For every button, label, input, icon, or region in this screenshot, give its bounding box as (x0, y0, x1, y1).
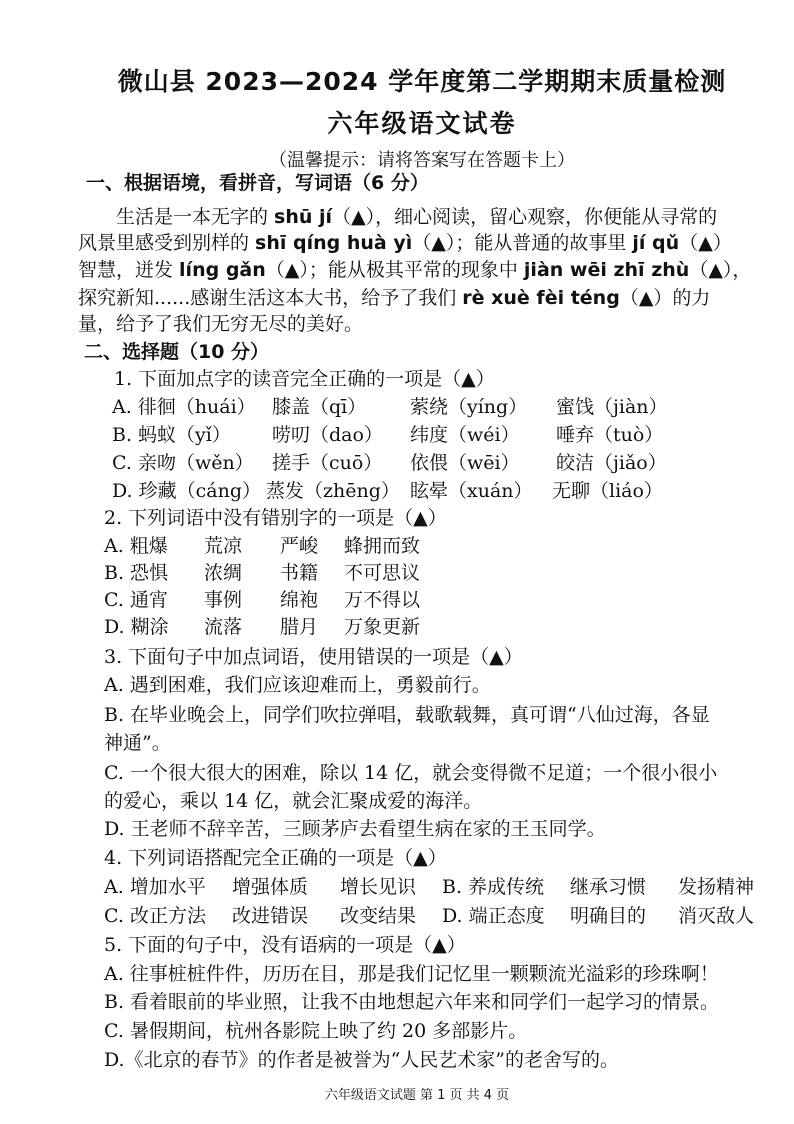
pinyin: jí qǔ (632, 232, 680, 254)
q2-d-4: 万象更新 (344, 616, 421, 638)
s1-line-4 (78, 285, 710, 311)
q2-a-1: A. 粗爆 (104, 535, 168, 557)
q2-d-2: 流落 (204, 616, 243, 638)
q4-d-1: D. 端正态度 (442, 905, 545, 927)
q4-d-2: 明确目的 (570, 905, 647, 927)
q3-stem: 3. 下面句子中加点词语，使用错误的一项是（▲） (104, 646, 523, 668)
q2-b-1: B. 恐惧 (104, 562, 169, 584)
s1-text: 生活是一本无字的 (78, 206, 275, 228)
s1-text: （▲）；能从普通的故事里 (412, 232, 633, 254)
q1-a-1: A. 徘徊（huái） (112, 396, 256, 418)
q4-b-1: B. 养成传统 (442, 876, 545, 898)
q3-c-cont: 的爱心，乘以 14 亿，就会汇聚成爱的海洋。 (104, 790, 483, 812)
q5-c: C. 暑假期间，杭州各影院上映了约 20 多部影片。 (104, 1020, 528, 1042)
pinyin: shū jí (274, 206, 333, 228)
pinyin: jiàn wēi zhī zhù (523, 259, 690, 281)
q2-b-3: 书籍 (280, 562, 319, 584)
q4-c-3: 改变结果 (340, 905, 417, 927)
q2-d-3: 腊月 (280, 616, 319, 638)
q5-a: A. 往事桩桩件件，历历在目，那是我们记忆里一颗颗流光溢彩的珍珠啊！ (104, 963, 719, 985)
s1-text: 风景里感受到别样的 (78, 232, 256, 254)
q2-stem: 2. 下列词语中没有错别字的一项是（▲） (104, 507, 447, 529)
q1-a-2: 膝盖（qī） (272, 396, 367, 418)
q1-b-4: 唾弃（tuò） (556, 424, 664, 446)
q1-stem: 1. 下面加点字的读音完全正确的一项是（▲） (114, 368, 495, 390)
s1-text: （▲） (679, 232, 732, 254)
q1-d-2: 蒸发（zhēng） (266, 480, 400, 502)
q4-a-3: 增长见识 (340, 876, 417, 898)
q2-b-4: 不可思议 (344, 562, 421, 584)
s1-line-3 (78, 257, 751, 283)
q2-b-2: 浓绸 (204, 562, 243, 584)
q4-c-2: 改进错误 (232, 905, 309, 927)
q4-b-3: 发扬精神 (678, 876, 755, 898)
exam-title: 微山县 2023—2024 学年度第二学期期末质量检测 (117, 67, 727, 96)
q1-a-4: 蜜饯（jiàn） (556, 396, 668, 418)
q2-d-1: D. 糊涂 (104, 616, 169, 638)
q1-c-1: C. 亲吻（wěn） (112, 452, 254, 474)
q4-a-1: A. 增加水平 (104, 876, 206, 898)
q2-c-4: 万不得以 (344, 589, 421, 611)
q1-d-4: 无聊（liáo） (552, 480, 663, 502)
q3-b: B. 在毕业晚会上，同学们吹拉弹唱，载歌载舞，真可谓“八仙过海，各显 (104, 704, 710, 726)
section2-heading: 二、选择题（10 分） (84, 341, 270, 363)
q5-d: D.《北京的春节》的作者是被誉为“人民艺术家”的老舍写的。 (104, 1049, 620, 1071)
s1-line-5: 量，给予了我们无穷无尽的美好。 (78, 313, 364, 335)
q2-c-2: 事例 (204, 589, 243, 611)
exam-subtitle: 六年级语文试卷 (327, 109, 517, 138)
q3-d: D. 王老师不辞辛苦，三顾茅庐去看望生病在家的王玉同学。 (104, 818, 606, 840)
q2-a-3: 严峻 (280, 535, 319, 557)
q1-c-4: 皎洁（jiǎo） (556, 452, 667, 474)
q1-d-3: 眩晕（xuán） (410, 480, 533, 502)
q2-c-3: 绵袍 (280, 589, 319, 611)
q4-b-2: 继承习惯 (570, 876, 647, 898)
s1-text: 探究新知......感谢生活这本大书，给予了我们 (78, 287, 463, 309)
q2-c-1: C. 通宵 (104, 589, 168, 611)
q1-b-2: 唠叨（dao） (272, 424, 383, 446)
q3-b-cont: 神通”。 (104, 732, 171, 754)
q2-a-4: 蜂拥而致 (344, 535, 421, 557)
q4-a-2: 增强体质 (232, 876, 309, 898)
q2-a-2: 荒凉 (204, 535, 243, 557)
s1-text: （▲）， (689, 259, 752, 281)
q5-b: B. 看着眼前的毕业照，让我不由地想起六年来和同学们一起学习的情景。 (104, 991, 720, 1013)
s1-text: （▲），细心阅读，留心观察，你便能从寻常的 (332, 206, 718, 228)
pinyin: líng gǎn (179, 259, 266, 281)
q5-stem: 5. 下面的句子中，没有语病的一项是（▲） (104, 934, 466, 956)
s1-line-2 (78, 230, 732, 256)
q1-c-2: 搓手（cuō） (272, 452, 383, 474)
section1-heading: 一、根据语境，看拼音，写词语（6 分） (86, 172, 429, 194)
s1-text: （▲）的力 (619, 287, 711, 309)
s1-text: 智慧，迸发 (78, 259, 180, 281)
q4-c-1: C. 改正方法 (104, 905, 206, 927)
q1-b-1: B. 蚂蚁（yǐ） (112, 424, 231, 446)
page-footer: 六年级语文试题 第 1 页 共 4 页 (324, 1088, 510, 1103)
q1-c-3: 依偎（wēi） (410, 452, 520, 474)
s1-line-1 (78, 204, 717, 230)
q1-d-1: D. 珍藏（cáng） (112, 480, 262, 502)
q1-b-3: 纬度（wéi） (410, 424, 520, 446)
q1-a-3: 萦绕（yíng） (410, 396, 528, 418)
q4-stem: 4. 下列词语搭配完全正确的一项是（▲） (104, 847, 447, 869)
exam-hint: （温馨提示：请将答案写在答题卡上） (269, 150, 575, 171)
q3-a: A. 遇到困难，我们应该迎难而上，勇毅前行。 (104, 674, 491, 696)
pinyin: shī qíng huà yì (255, 232, 413, 254)
q4-d-3: 消灭敌人 (678, 905, 755, 927)
pinyin: rè xuè fèi téng (462, 287, 620, 309)
s1-text: （▲）；能从极其平常的现象中 (265, 259, 524, 281)
q3-c: C. 一个很大很大的困难，除以 14 亿，就会变得微不足道；一个很小很小 (104, 762, 718, 784)
